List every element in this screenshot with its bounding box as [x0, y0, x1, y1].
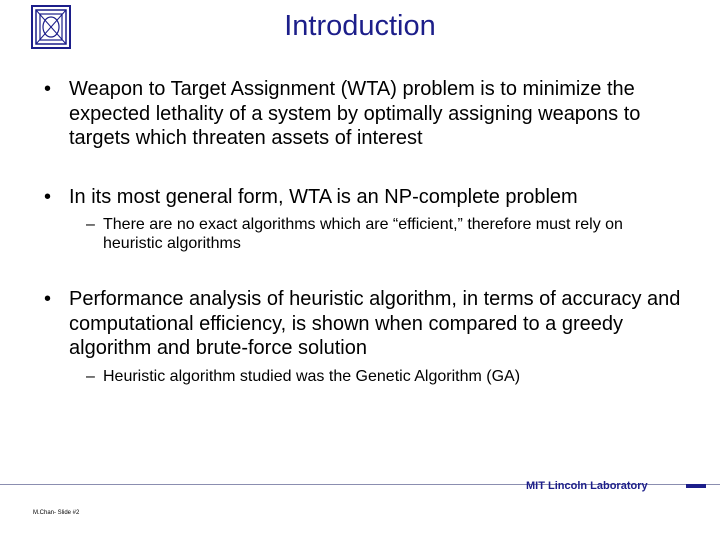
slide-number: M.Chan- Slide #2	[33, 510, 80, 516]
dash-icon: –	[86, 216, 95, 233]
dash-icon: –	[86, 367, 95, 385]
bullet-dot-icon: •	[44, 185, 52, 208]
sub-bullet-item	[42, 215, 682, 253]
sub-bullet-item	[42, 367, 682, 386]
bullet-item	[42, 287, 682, 361]
bullet-text: Weapon to Target Assignment (WTA) problem is to minimize the expected lethality of a system by optimally assigning weapons to targets which threaten assets of interest	[69, 78, 641, 149]
bullet-item	[42, 77, 682, 151]
slide-title: Introduction	[284, 10, 436, 42]
bullet-dot-icon: •	[44, 288, 52, 310]
bullet-text: In its most general form, WTA is an NP-complete problem	[69, 185, 578, 208]
bullet-dot-icon: •	[44, 78, 52, 100]
bullet-item	[42, 185, 682, 210]
footer-accent-bar	[686, 484, 706, 488]
lab-name: MIT Lincoln Laboratory	[526, 480, 648, 492]
bullet-list	[42, 77, 682, 386]
sub-bullet-text: There are no exact algorithms which are “efficient,” therefore must rely on heuristic algorithms	[103, 216, 623, 252]
bullet-text: Performance analysis of heuristic algorithm, in terms of accuracy and computational efficiency, is shown when compared to a greedy algorithm and brute-force solution	[69, 288, 681, 359]
sub-bullet-text: Heuristic algorithm studied was the Genetic Algorithm (GA)	[103, 367, 521, 385]
